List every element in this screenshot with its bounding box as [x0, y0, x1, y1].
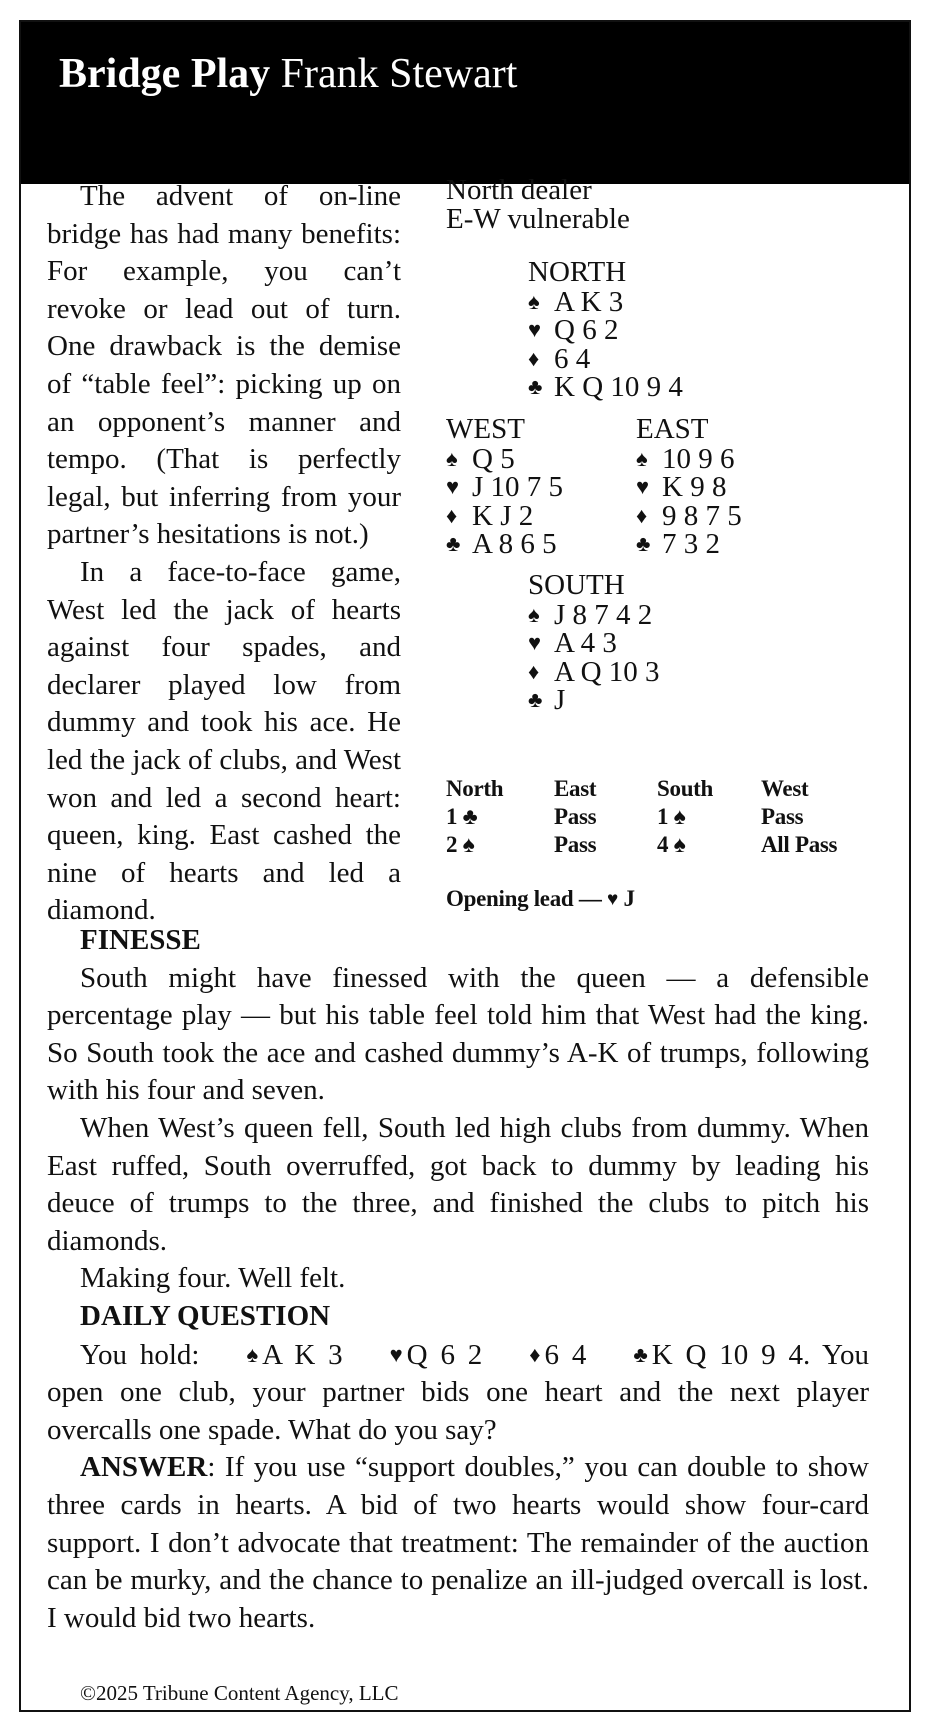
question-paragraph — [47, 1336, 869, 1450]
hearts-holding: A 4 3 — [554, 627, 617, 659]
clubs-holding: J — [554, 684, 566, 716]
auction-bid: Pass — [554, 804, 597, 829]
spade-icon: ♠ — [636, 445, 648, 471]
spades-holding: 10 9 6 — [662, 442, 735, 475]
finesse-paragraph: South might have finessed with the queen — a defensible percentage play — but his table feel told him that West had the king. So South took the ace and cashed dummy’s A-K of trumps, following with his four and seven. — [47, 961, 869, 1107]
column-title — [59, 50, 517, 98]
spades-holding: J 8 7 4 2 — [554, 598, 653, 631]
hand-label: NORTH — [528, 256, 627, 288]
question-prefix: You hold: — [80, 1338, 200, 1371]
auction-bid: All Pass — [761, 832, 838, 857]
hand-label: EAST — [636, 413, 709, 445]
auction-bid: 1 ♠ — [657, 804, 686, 829]
auction-header: North — [446, 776, 504, 801]
spade-icon: ♠ — [528, 288, 540, 314]
auction-header: South — [657, 776, 714, 801]
spades-holding: A K 3 — [554, 285, 624, 318]
heart-icon: ♥ — [636, 474, 650, 499]
spade-icon: ♠ — [528, 601, 540, 627]
auction-bid: 4 ♠ — [657, 832, 686, 857]
diamond-icon: ♦ — [529, 1341, 541, 1367]
daily-question-heading: DAILY QUESTION — [80, 1299, 331, 1332]
question-clubs: K Q 10 9 4 — [651, 1338, 803, 1371]
hearts-holding: K 9 8 — [662, 471, 727, 503]
intro-paragraph: The advent of on-line bridge has had many benefits: For example, you can’t revoke or lead out of turn. One drawback is the demise of “table feel”: picking up on an opponent’s manner and tempo. (That is perfectly legal, but inferring from your partner’s hesitations is not.) — [47, 180, 401, 551]
heart-icon: ♥ — [446, 474, 460, 499]
diamonds-holding: A Q 10 3 — [554, 655, 660, 688]
opening-lead — [446, 886, 635, 912]
copyright-notice: ©2025 Tribune Content Agency, LLC — [80, 1681, 399, 1705]
diamond-icon: ♦ — [528, 345, 540, 371]
diamond-icon: ♦ — [636, 502, 648, 528]
author-name: Frank Stewart — [280, 51, 518, 97]
diamonds-holding: 6 4 — [554, 342, 591, 375]
hand-label: SOUTH — [528, 569, 625, 601]
question-text: . You open one club, your partner bids one heart and the next player overcalls one spade. What do you say? — [47, 1338, 869, 1446]
west-hand — [446, 415, 563, 558]
clubs-holding: K Q 10 9 4 — [554, 371, 683, 403]
answer-label: ANSWER — [80, 1451, 208, 1484]
spade-icon: ♠ — [246, 1341, 259, 1367]
spades-holding: Q 5 — [472, 442, 515, 475]
club-icon: ♣ — [633, 1341, 648, 1367]
hearts-holding: Q 6 2 — [554, 314, 619, 346]
finesse-paragraph: When West’s queen fell, South led high clubs from dummy. When East ruffed, South overruffed, got back to dummy by leading his deuce of trumps to the three, and finished the clubs to pitch his diamonds. — [47, 1111, 869, 1257]
answer-paragraph — [47, 1449, 869, 1637]
club-icon: ♣ — [528, 687, 543, 712]
question-spades: A K 3 — [262, 1338, 343, 1371]
finesse-paragraph: Making four. Well felt. — [80, 1262, 346, 1295]
auction-header: East — [554, 776, 597, 801]
opening-lead-label: Opening lead — — [446, 886, 608, 911]
auction-header: West — [761, 776, 809, 801]
heart-icon: ♥ — [528, 317, 542, 342]
hearts-holding: J 10 7 5 — [472, 471, 564, 503]
opening-lead-card: J — [618, 886, 635, 911]
diamond-icon: ♦ — [446, 502, 458, 528]
answer-text: : If you use “support doubles,” you can double to show three cards in hearts. A bid of two hearts would show four-card support. I don’t advocate that treatment: The remainder of the auction can be murky, and the chance to penalize an ill-judged overcall is lost. I would bid two hearts. — [47, 1451, 869, 1634]
club-icon: ♣ — [636, 531, 651, 556]
diamond-icon: ♦ — [528, 658, 540, 684]
auction-bid: Pass — [554, 832, 597, 857]
play-paragraph: In a face-to-face game, West led the jack of hearts against four spades, and declarer played low from dummy and took his ace. He led the jack of clubs, and West won and led a second heart: queen, king. East cashed the nine of hearts and led a diamond. — [47, 555, 401, 927]
finesse-heading: FINESSE — [80, 924, 201, 956]
clubs-holding: 7 3 2 — [662, 528, 720, 560]
auction-bid: 2 ♠ — [446, 832, 475, 857]
north-hand — [528, 258, 683, 401]
heart-icon: ♥ — [607, 889, 618, 910]
title-bold: Bridge Play — [59, 51, 271, 97]
diamonds-holding: K J 2 — [472, 499, 534, 532]
left-column-text — [47, 178, 401, 930]
dealer-text: North dealer — [446, 174, 592, 206]
clubs-holding: A 8 6 5 — [472, 528, 557, 560]
dealer-info — [446, 176, 630, 234]
full-width-text — [47, 922, 869, 1637]
diamonds-holding: 9 8 7 5 — [662, 499, 742, 532]
question-diamonds: 6 4 — [544, 1338, 587, 1371]
header-bar — [21, 22, 909, 184]
south-hand — [528, 571, 660, 714]
question-hearts: Q 6 2 — [406, 1338, 483, 1371]
heart-icon: ♥ — [528, 630, 542, 655]
vulnerability-text: E-W vulnerable — [446, 203, 630, 235]
east-hand — [636, 415, 742, 558]
club-icon: ♣ — [528, 374, 543, 399]
spade-icon: ♠ — [446, 445, 458, 471]
club-icon: ♣ — [446, 531, 461, 556]
hand-label: WEST — [446, 413, 525, 445]
auction-bid: Pass — [761, 804, 804, 829]
auction-bid: 1 ♣ — [446, 804, 478, 829]
heart-icon: ♥ — [389, 1341, 403, 1367]
